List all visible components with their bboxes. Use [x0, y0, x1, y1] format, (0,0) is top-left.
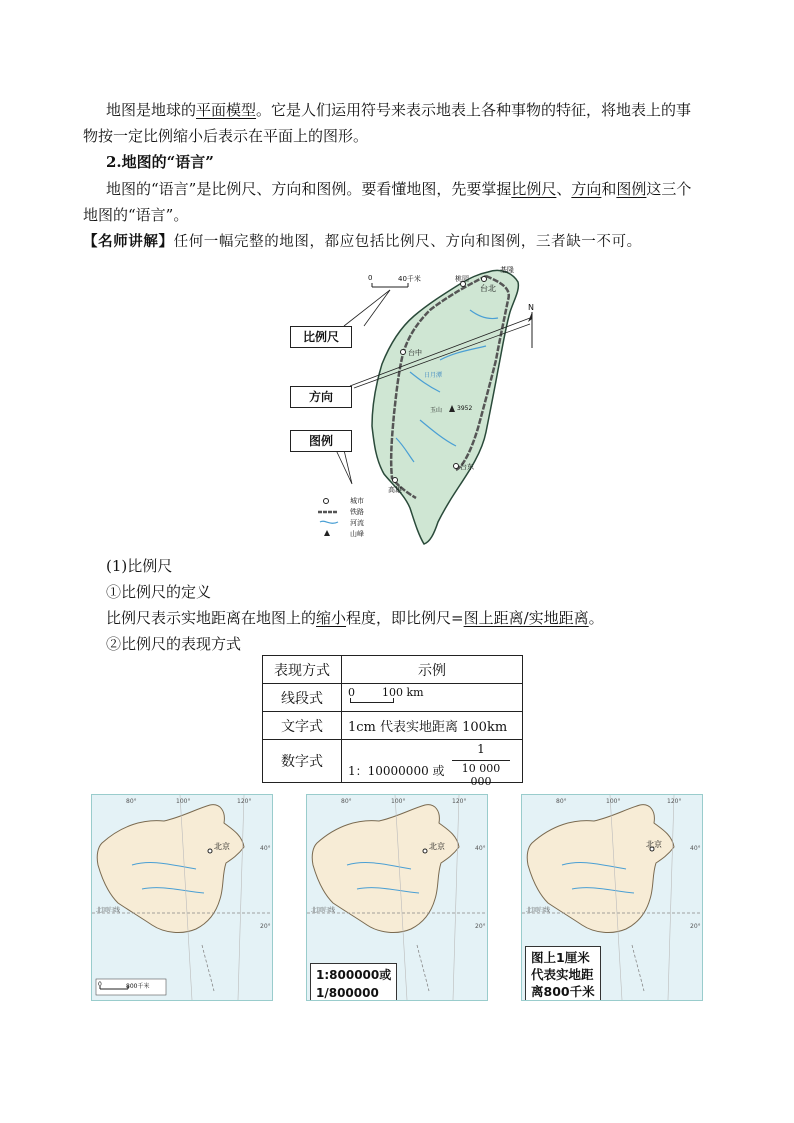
lon-label: 100°: [606, 798, 621, 805]
city-marker: [454, 464, 459, 469]
definition-text: 。: [588, 609, 604, 627]
language-text: 地图的“语言”是比例尺、方向和图例。要看懂地图，先要掌握: [106, 180, 512, 198]
tropic-label: 北回归线: [526, 907, 551, 914]
tropic-label: 北回归线: [311, 907, 336, 914]
table-header: 表现方式: [263, 656, 342, 684]
separator: 和: [601, 180, 617, 198]
lat-label: 20°: [690, 923, 701, 930]
lat-label: 40°: [260, 845, 271, 852]
place-jilong: 基隆: [500, 266, 514, 274]
china-map-line-scale: [91, 794, 273, 1001]
fraction-denominator: 10 000 000: [461, 762, 501, 788]
scale-definition-title: ①比例尺的定义: [106, 583, 212, 601]
map3-scale-line: 图上1厘米: [531, 950, 590, 965]
row-type: 线段式: [263, 684, 342, 712]
table-row: [263, 712, 523, 740]
north-label: N: [528, 303, 534, 312]
lon-label: 120°: [452, 798, 467, 805]
fraction-numerator: 1: [477, 742, 485, 756]
map3-scale-label: [525, 946, 601, 1001]
scale-section-title: (1)比例尺: [106, 557, 173, 575]
place-riyuetan: 日月潭: [424, 372, 443, 379]
place-yushan: 玉山: [430, 407, 443, 414]
legend-river: 河流: [350, 519, 364, 527]
lat-label: 20°: [260, 923, 271, 930]
table-header-row: [263, 656, 523, 684]
place-taibei: 台北: [480, 284, 496, 293]
city-marker: [393, 478, 398, 483]
lon-label: 80°: [341, 798, 352, 805]
label-scale: 比例尺: [290, 326, 352, 348]
north-arrow-icon: [528, 312, 532, 322]
definition-text: 程度，即比例尺=: [346, 609, 464, 627]
capital-label: 北京: [214, 842, 230, 851]
map3-scale-line: 代表实地距: [531, 967, 594, 982]
lon-label: 100°: [391, 798, 406, 805]
capital-label: 北京: [646, 840, 662, 849]
place-taizhong: 台中: [408, 349, 422, 357]
intro-text: 地图是地球的: [106, 101, 197, 119]
lat-label: 20°: [475, 923, 486, 930]
lon-label: 80°: [556, 798, 567, 805]
place-taidong: 台东: [460, 463, 474, 471]
lat-label: 40°: [690, 845, 701, 852]
map1-scale-length: 800千米: [126, 983, 150, 990]
keyword-formula: 图上距离/实地距离: [463, 609, 589, 627]
section-heading: 2.地图的“语言”: [106, 153, 214, 171]
tropic-label: 北回归线: [96, 907, 121, 914]
fraction-bar: [452, 760, 510, 761]
keyword-legend: 图例: [616, 180, 647, 198]
row-type: 文字式: [263, 712, 342, 740]
city-marker: [401, 350, 406, 355]
tip-tag: 【名师讲解】: [83, 233, 174, 250]
place-taoyuan: 桃园: [455, 275, 469, 283]
separator: 、: [556, 180, 572, 198]
language-line-2: 地图的“语言”。: [83, 206, 189, 224]
scale-length: 40千米: [398, 275, 421, 283]
legend-railway: 铁路: [350, 508, 364, 516]
keyword-scale: 比例尺: [511, 180, 557, 198]
keyword-direction: 方向: [571, 180, 602, 198]
row-example: [342, 684, 523, 712]
capital-label: 北京: [429, 842, 445, 851]
definition-text: 比例尺表示实地距离在地图上的: [106, 609, 317, 627]
place-gaoxiong: 高雄: [388, 486, 402, 494]
taiwan-island: [372, 270, 518, 544]
china-map-text-scale: [521, 794, 703, 1001]
lon-label: 120°: [237, 798, 252, 805]
lon-label: 100°: [176, 798, 191, 805]
language-text: 这三个: [646, 180, 692, 198]
legend-peak: 山峰: [350, 530, 364, 538]
map2-scale-label: [310, 963, 397, 1001]
line-scale-length: 100 km: [382, 686, 424, 699]
table-row: [263, 684, 523, 712]
row-example: [342, 740, 523, 788]
row-example: 1cm 代表实地距离 100km: [342, 712, 523, 740]
scale-forms-title: ②比例尺的表现方式: [106, 635, 242, 653]
table-header: 示例: [342, 656, 523, 684]
lon-label: 120°: [667, 798, 682, 805]
row-type: 数字式: [263, 740, 342, 783]
intro-line-2: 物按一定比例缩小后表示在平面上的图形。: [83, 127, 369, 145]
intro-text: 。它是人们运用符号来表示地表上各种事物的特征，将地表上的事: [256, 101, 692, 119]
intro-keyword: 平面模型: [196, 101, 257, 119]
label-legend: 图例: [290, 430, 352, 452]
china-map-numeric-scale: [306, 794, 488, 1001]
lat-label: 40°: [475, 845, 486, 852]
numeric-scale-text: 1：10000000 或: [348, 764, 445, 778]
china-map-svg: [92, 795, 272, 1000]
label-direction: 方向: [290, 386, 352, 408]
table-row: [263, 740, 523, 783]
map2-scale-line: 1:800000或: [316, 968, 392, 982]
tip-text: 任何一幅完整的地图，都应包括比例尺、方向和图例，三者缺一不可。: [173, 234, 642, 250]
scale-zero: 0: [368, 274, 373, 282]
map1-scale-zero: 0: [98, 981, 102, 988]
map3-scale-line: 离800千米: [531, 984, 595, 999]
keyword-shrink: 缩小: [316, 609, 347, 627]
city-marker: [482, 277, 487, 282]
place-yushan-height: 3952: [457, 405, 473, 412]
scale-forms-table: [262, 655, 523, 788]
lon-label: 80°: [126, 798, 137, 805]
scale-definition: [106, 605, 604, 631]
legend-city: 城市: [350, 497, 364, 505]
map2-scale-line: 1/800000: [316, 986, 379, 1000]
line-scale-zero: 0: [348, 686, 355, 699]
